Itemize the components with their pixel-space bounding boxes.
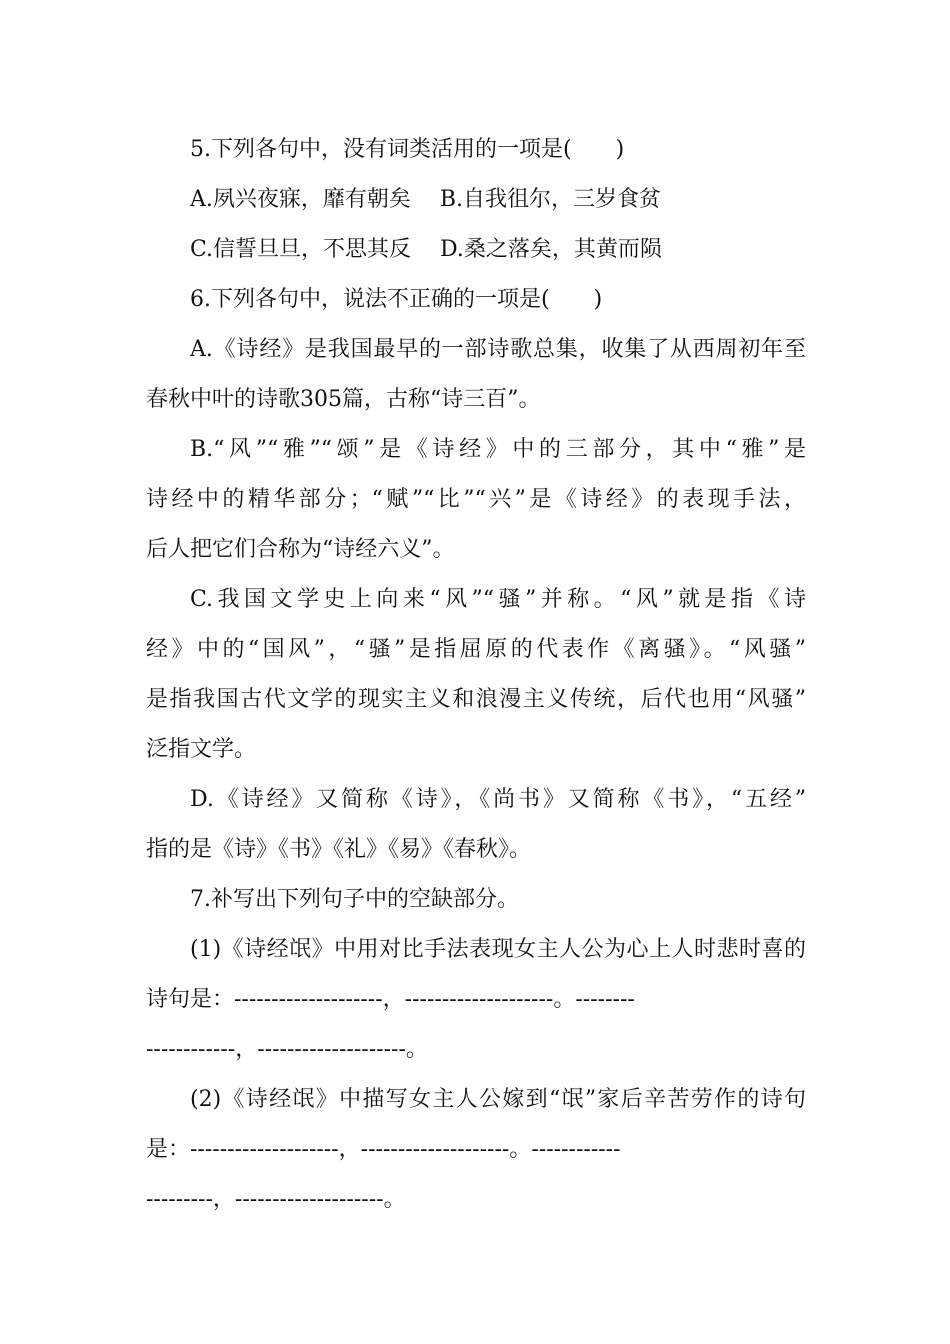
question-5-options-cd: C.信誓旦旦，不思其反 D.桑之落矣，其黄而陨 — [190, 237, 662, 262]
question-7-part-2-line-2 — [146, 1132, 806, 1168]
question-6-stem: 6.下列各句中，说法不正确的一项是( ) — [190, 287, 603, 312]
question-5-stem: 5.下列各句中，没有词类活用的一项是( ) — [190, 137, 625, 162]
question-7-part-2-line-3: ---------，--------------------。 — [146, 1187, 406, 1212]
question-7-part-1-blanks: 诗句是：--------------------，--------------------。-------- — [146, 987, 635, 1012]
question-7-part-2-blanks: 是：--------------------，--------------------。------------ — [146, 1137, 621, 1162]
question-6-option-d-line-1: D.《诗经》又简称《诗》，《尚书》又简称《书》，“五经” — [190, 787, 806, 812]
question-6-option-c-line-3: 是指我国古代文学的现实主义和浪漫主义传统，后代也用“风骚” — [146, 687, 806, 712]
question-7-part-1-line-2 — [146, 982, 806, 1018]
question-6-option-a-line-1: A.《诗经》是我国最早的一部诗歌总集，收集了从西周初年至 — [190, 337, 806, 362]
question-7-part-1-line-1: (1)《诗经氓》中用对比手法表现女主人公为心上人时悲时喜的 — [190, 937, 806, 962]
question-6-option-a-line-2: 春秋中叶的诗歌305篇，古称“诗三百”。 — [146, 387, 541, 412]
question-6-option-c-line-4: 泛指文学。 — [146, 737, 257, 762]
question-6-option-d-line-2: 指的是《诗》《书》《礼》《易》《春秋》。 — [146, 837, 532, 862]
question-6-option-c-line-2: 经》中的“国风”，“骚”是指屈原的代表作《离骚》。“风骚” — [146, 637, 806, 662]
question-6-option-b-line-2: 诗经中的精华部分；“赋”“比”“兴”是《诗经》的表现手法， — [146, 487, 806, 512]
question-6-option-c-line-1: C.我国文学史上向来“风”“骚”并称。“风”就是指《诗 — [190, 587, 806, 612]
question-6-option-b-line-1: B.“风”“雅”“颂”是《诗经》中的三部分，其中“雅”是 — [190, 437, 806, 462]
question-7-part-1-line-3: ------------，--------------------。 — [146, 1037, 428, 1062]
question-5-options-ab: A.夙兴夜寐，靡有朝矣 B.自我徂尔，三岁食贫 — [190, 187, 662, 212]
question-7-stem: 7.补写出下列句子中的空缺部分。 — [190, 887, 519, 912]
question-7-part-2-line-1: (2)《诗经氓》中描写女主人公嫁到“氓”家后辛苦劳作的诗句 — [190, 1087, 806, 1112]
question-6-option-b-line-3: 后人把它们合称为“诗经六义”。 — [146, 537, 455, 562]
